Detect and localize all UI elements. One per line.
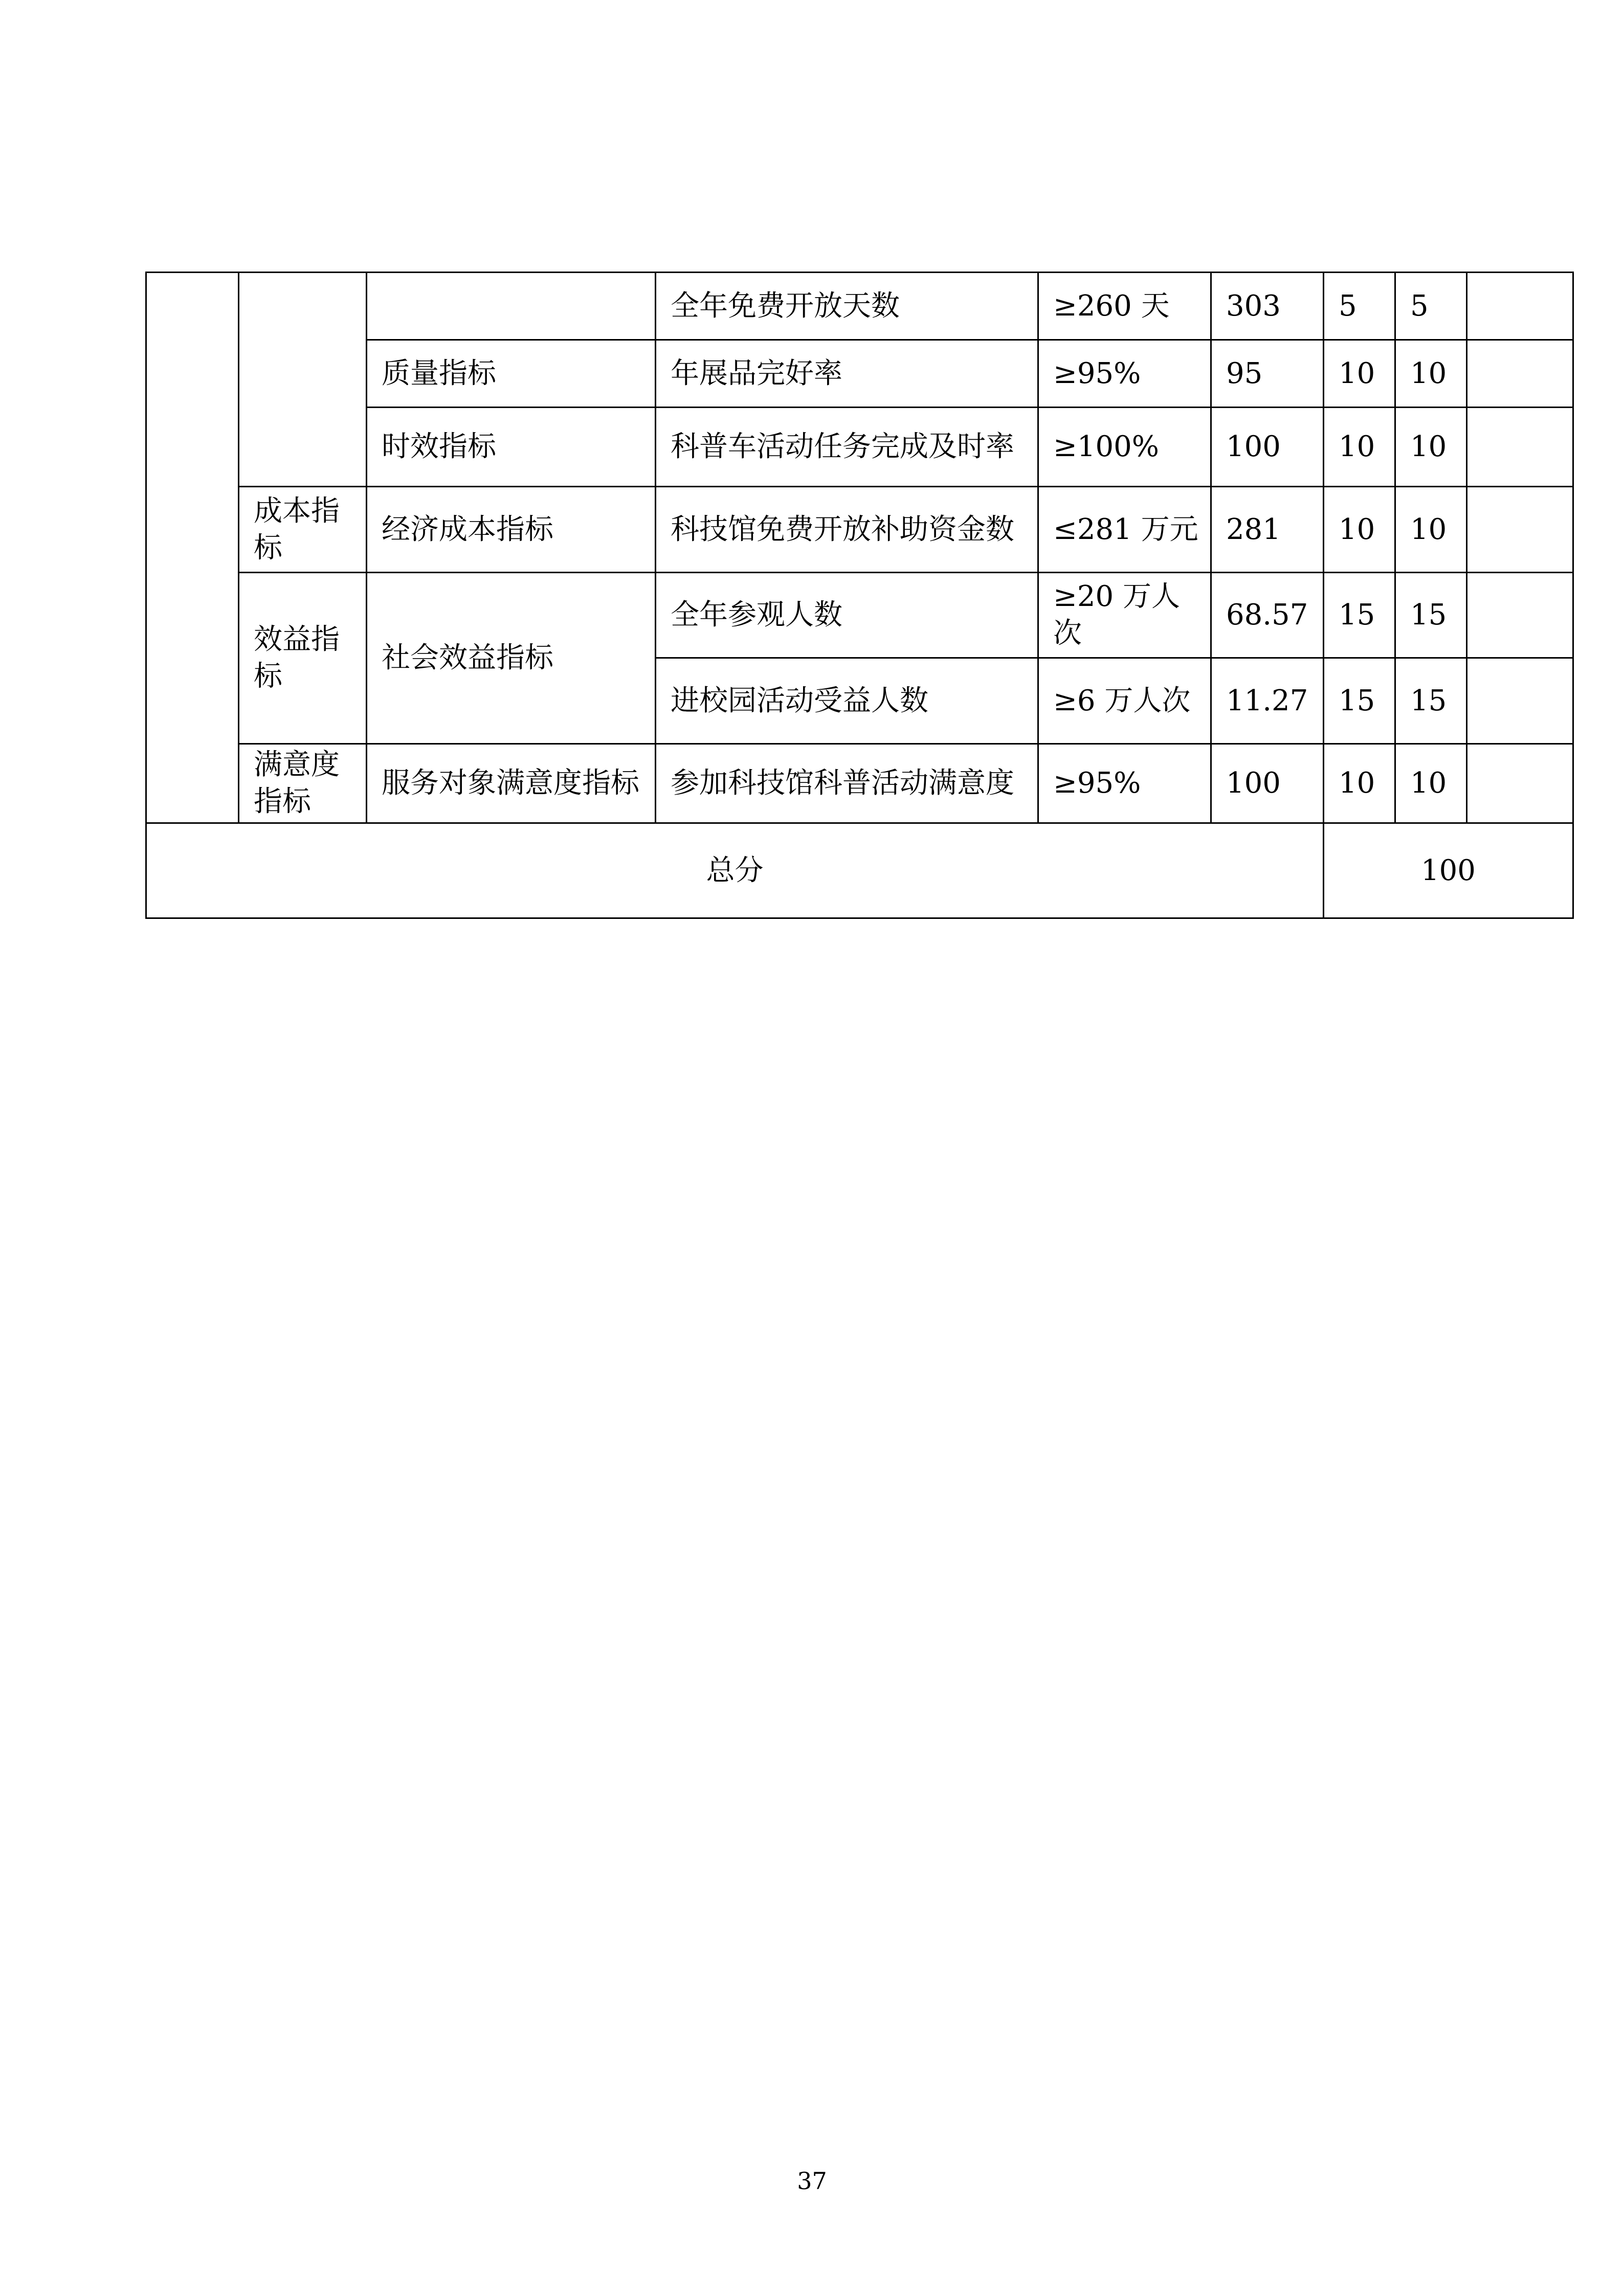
total-label: 总分: [146, 823, 1324, 918]
indicator-item-cell: 全年免费开放天数: [656, 273, 1038, 340]
indicator-item-cell: 参加科技馆科普活动满意度: [656, 744, 1038, 823]
note-cell: [1467, 487, 1573, 573]
performance-indicator-table: [145, 272, 1574, 919]
target-value-cell: ≥95%: [1038, 744, 1211, 823]
note-cell: [1467, 340, 1573, 408]
weight-cell: 5: [1324, 273, 1395, 340]
page-number: 37: [797, 2167, 827, 2195]
table-row: [146, 744, 1573, 823]
weight-cell: 10: [1324, 744, 1395, 823]
indicator-level2-cell: [239, 273, 367, 487]
weight-cell: 15: [1324, 573, 1395, 658]
score-cell: 10: [1395, 744, 1467, 823]
indicator-level2-cell: 满意度指标: [239, 744, 367, 823]
actual-value-cell: 100: [1211, 408, 1324, 487]
total-row: [146, 823, 1573, 918]
indicator-level2-cell: 成本指标: [239, 487, 367, 573]
score-cell: 5: [1395, 273, 1467, 340]
actual-value-cell: 100: [1211, 744, 1324, 823]
actual-value-cell: 68.57: [1211, 573, 1324, 658]
indicator-level1-cell: [146, 273, 239, 823]
score-cell: 15: [1395, 658, 1467, 744]
indicator-level3-cell: 质量指标: [367, 340, 656, 408]
indicator-item-cell: 进校园活动受益人数: [656, 658, 1038, 744]
indicator-item-cell: 全年参观人数: [656, 573, 1038, 658]
table-row: [146, 487, 1573, 573]
note-cell: [1467, 658, 1573, 744]
target-value-cell: ≥20 万人次: [1038, 573, 1211, 658]
table-row: [146, 273, 1573, 340]
actual-value-cell: 95: [1211, 340, 1324, 408]
indicator-level3-cell: [367, 273, 656, 340]
weight-cell: 10: [1324, 487, 1395, 573]
actual-value-cell: 303: [1211, 273, 1324, 340]
indicator-item-cell: 科普车活动任务完成及时率: [656, 408, 1038, 487]
weight-cell: 15: [1324, 658, 1395, 744]
indicator-level3-cell: 经济成本指标: [367, 487, 656, 573]
target-value-cell: ≥6 万人次: [1038, 658, 1211, 744]
note-cell: [1467, 273, 1573, 340]
target-value-cell: ≥95%: [1038, 340, 1211, 408]
indicator-item-cell: 年展品完好率: [656, 340, 1038, 408]
target-value-cell: ≤281 万元: [1038, 487, 1211, 573]
note-cell: [1467, 408, 1573, 487]
weight-cell: 10: [1324, 408, 1395, 487]
note-cell: [1467, 573, 1573, 658]
target-value-cell: ≥100%: [1038, 408, 1211, 487]
indicator-level2-cell: 效益指标: [239, 573, 367, 744]
indicator-level3-cell: 时效指标: [367, 408, 656, 487]
score-cell: 10: [1395, 408, 1467, 487]
actual-value-cell: 11.27: [1211, 658, 1324, 744]
note-cell: [1467, 744, 1573, 823]
score-cell: 15: [1395, 573, 1467, 658]
indicator-item-cell: 科技馆免费开放补助资金数: [656, 487, 1038, 573]
actual-value-cell: 281: [1211, 487, 1324, 573]
table-row: [146, 573, 1573, 658]
indicator-level3-cell: 服务对象满意度指标: [367, 744, 656, 823]
score-cell: 10: [1395, 340, 1467, 408]
score-cell: 10: [1395, 487, 1467, 573]
total-value: 100: [1324, 823, 1573, 918]
indicator-level3-cell: 社会效益指标: [367, 573, 656, 744]
target-value-cell: ≥260 天: [1038, 273, 1211, 340]
weight-cell: 10: [1324, 340, 1395, 408]
